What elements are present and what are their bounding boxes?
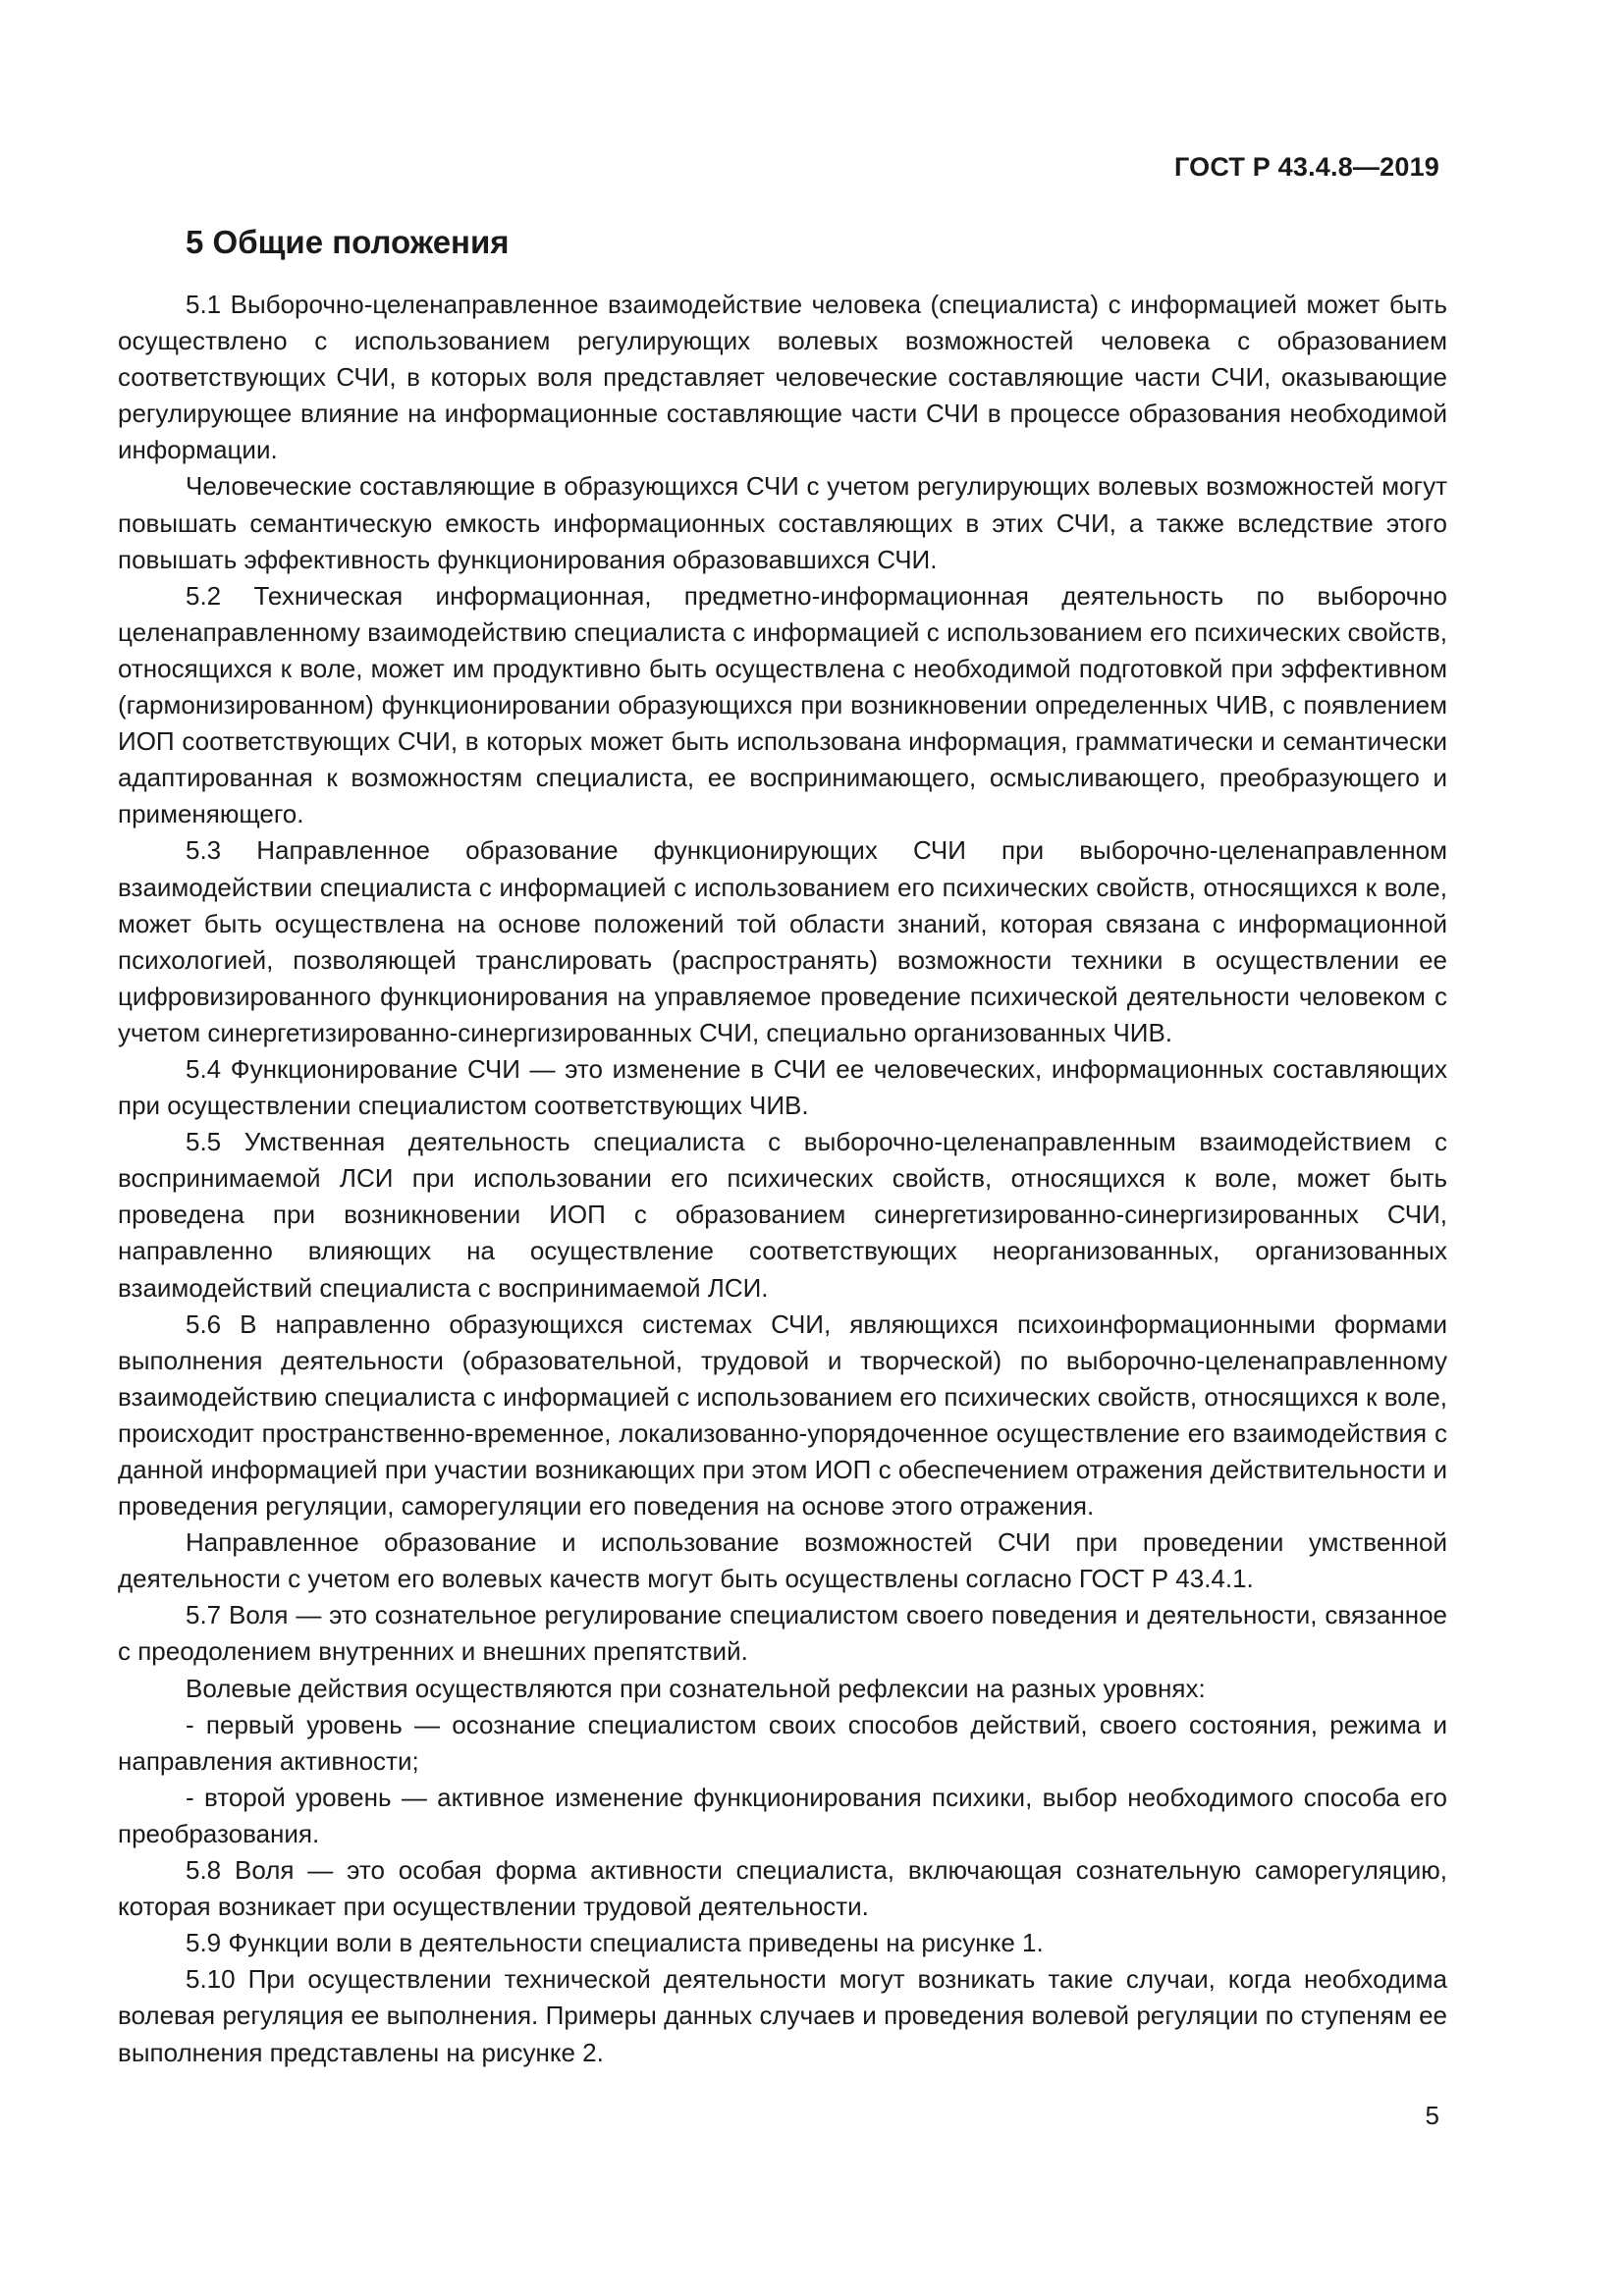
paragraph-5-3: 5.3 Направленное образование функционирующих СЧИ при выборочно-целенаправленном взаимодействии специалиста с информацией с использованием его психических свойств, относящихся к воле, может быть осуществлена на основе положений той области знаний, которая связана с информационной психологией, позволяющей транслировать (распространять) возможности техники в осуществлении ее цифровизированного функционирования на управляемое проведение психической деятельности человеком с учетом синергетизированно-синергизированных СЧИ, специально организованных ЧИВ. <box>118 835 1447 1047</box>
page-number: 5 <box>1425 2101 1439 2130</box>
paragraph-5-1: 5.1 Выборочно-целенаправленное взаимодействие человека (специалиста) с информацией может быть осуществлено с использованием регулирующих волевых возможностей человека с образованием соответствующих СЧИ, в которых воля представляет человеческие составляющие части СЧИ, оказывающие регулирующее влияние на информационные составляющие части СЧИ в процессе образования необходимой информации. <box>118 290 1447 465</box>
section-title: 5 Общие положения <box>186 224 510 260</box>
document-code: ГОСТ Р 43.4.8—2019 <box>1173 152 1439 182</box>
paragraph-5-2: 5.2 Техническая информационная, предметно-информационная деятельность по выборочно целенаправленному взаимодействию специалиста с информацией с использованием его психических свойств, относящихся к воле, может им продуктивно быть осуществлена с необходимой подготовкой при эффективном (гармонизированном) функционировании образующихся при возникновении определенных ЧИВ, с появлением ИОП соответствующих СЧИ, в которых может быть использована информация, грамматически и семантически адаптированная к возможностям специалиста, ее воспринимающего, осмысливающего, преобразующего и применяющего. <box>118 580 1447 829</box>
paragraph-5-4: 5.4 Функционирование СЧИ — это изменение в СЧИ ее человеческих, информационных составляющих при осуществлении специалистом соответствующих ЧИВ. <box>118 1053 1447 1121</box>
body-text <box>118 287 1447 2071</box>
paragraph-5-6: 5.6 В направленно образующихся системах СЧИ, являющихся психоинформационными формами выполнения деятельности (образовательной, трудовой и творческой) по выборочно-целенаправленному взаимодействию специалиста с информацией с использованием его психических свойств, относящихся к воле, происходит пространственно-временное, локализованно-упорядоченное осуществление его взаимодействия с данной информацией при участии возникающих при этом ИОП с обеспечением отражения действительности и проведения регуляции, саморегуляции его поведения на основе этого отражения. <box>118 1308 1447 1522</box>
paragraph-5-7-level-1: - первый уровень — осознание специалистом своих способов действий, своего состояния, режима и направления активности; <box>118 1709 1447 1776</box>
paragraph-5-5: 5.5 Умственная деятельность специалиста с выборочно-целенаправленным взаимодействием с воспринимаемой ЛСИ при использовании его психических свойств, относящихся к воле, может быть проведена при возникновении ИОП с образованием синергетизированно-синергизированных СЧИ, направленно влияющих на осуществление соответствующих неорганизованных, организованных взаимодействий специалиста с воспринимаемой ЛСИ. <box>118 1127 1447 1303</box>
paragraph-5-9: 5.9 Функции воли в деятельности специалиста приведены на рисунке 1. <box>186 1928 1044 1958</box>
paragraph-5-10: 5.10 При осуществлении технической деятельности могут возникать такие случаи, когда необходима волевая регуляция ее выполнения. Примеры данных случаев и проведения волевой регуляции по ступеням ее выполнения представлены на рисунке 2. <box>118 1964 1447 2067</box>
paragraph-5-7-levels-intro: Волевые действия осуществляются при сознательной рефлексии на разных уровнях: <box>186 1673 1206 1703</box>
paragraph-5-8: 5.8 Воля — это особая форма активности специалиста, включающая сознательную саморегуляцию, которая возникает при осуществлении трудовой деятельности. <box>118 1855 1447 1922</box>
paragraph-5-6-cont: Направленное образование и использование возможностей СЧИ при проведении умственной деятельности с учетом его волевых качеств могут быть осуществлены согласно ГОСТ Р 43.4.1. <box>118 1527 1447 1594</box>
paragraph-5-7: 5.7 Воля — это сознательное регулирование специалистом своего поведения и деятельности, связанное с преодолением внутренних и внешних препятствий. <box>118 1600 1447 1667</box>
paragraph-5-1-cont: Человеческие составляющие в образующихся СЧИ с учетом регулирующих волевых возможностей могут повышать семантическую емкость информационных составляющих в этих СЧИ, а также вследствие этого повышать эффективность функционирования образовавшихся СЧИ. <box>118 471 1447 574</box>
paragraph-5-7-level-2: - второй уровень — активное изменение функционирования психики, выбор необходимого способа его преобразования. <box>118 1782 1447 1848</box>
